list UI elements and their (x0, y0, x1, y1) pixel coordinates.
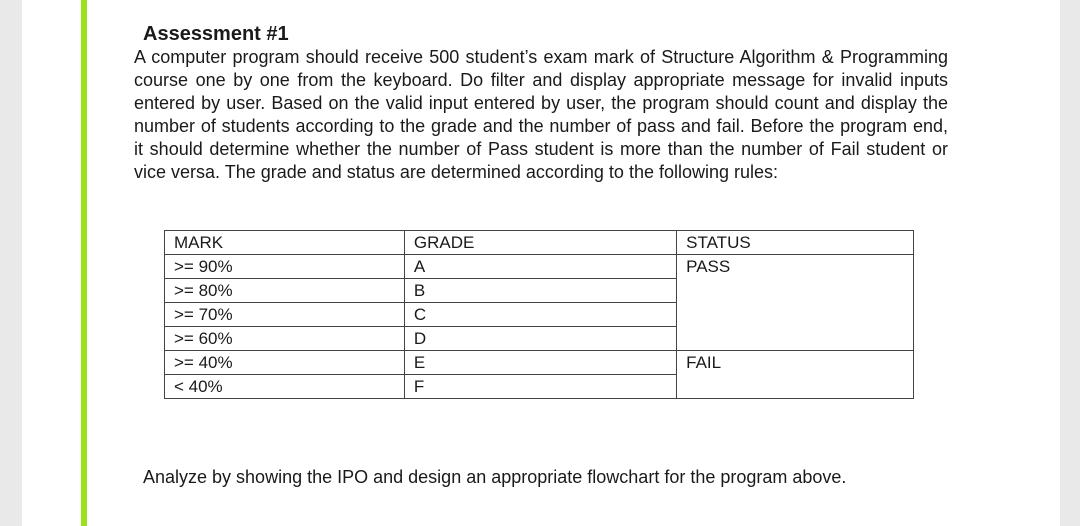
table-row (165, 255, 914, 279)
mark-cell: >= 90% (165, 255, 405, 279)
header-mark: MARK (165, 231, 405, 255)
assessment-title: Assessment #1 (143, 23, 289, 45)
mark-cell: >= 70% (165, 303, 405, 327)
grade-cell: B (404, 279, 676, 303)
assessment-description: A computer program should receive 500 student’s exam mark of Structure Algorithm & Programming course one by one from the keyboard. Do filter and display appropriate message for invalid inputs entered by user. Based on the valid input entered by user, the program should count and display the number of students according to the grade and the number of pass and fail. Before the program end, it should determine whether the number of Pass student is more than the number of Fail student or vice versa. The grade and status are determined according to the following rules: (134, 47, 948, 182)
status-fail-cell: FAIL (677, 351, 914, 399)
table-row (165, 351, 914, 375)
grade-cell: E (404, 351, 676, 375)
task-instruction: Analyze by showing the IPO and design an appropriate flowchart for the program above. (143, 467, 847, 487)
grade-cell: D (404, 327, 676, 351)
grade-cell: F (404, 375, 676, 399)
margin-bar (81, 0, 87, 526)
table-header-row (165, 231, 914, 255)
header-status: STATUS (677, 231, 914, 255)
status-pass-cell: PASS (677, 255, 914, 351)
mark-cell: >= 80% (165, 279, 405, 303)
grade-rules-table (164, 230, 914, 399)
mark-cell: >= 60% (165, 327, 405, 351)
grade-cell: A (404, 255, 676, 279)
header-grade: GRADE (404, 231, 676, 255)
grade-cell: C (404, 303, 676, 327)
mark-cell: < 40% (165, 375, 405, 399)
mark-cell: >= 40% (165, 351, 405, 375)
